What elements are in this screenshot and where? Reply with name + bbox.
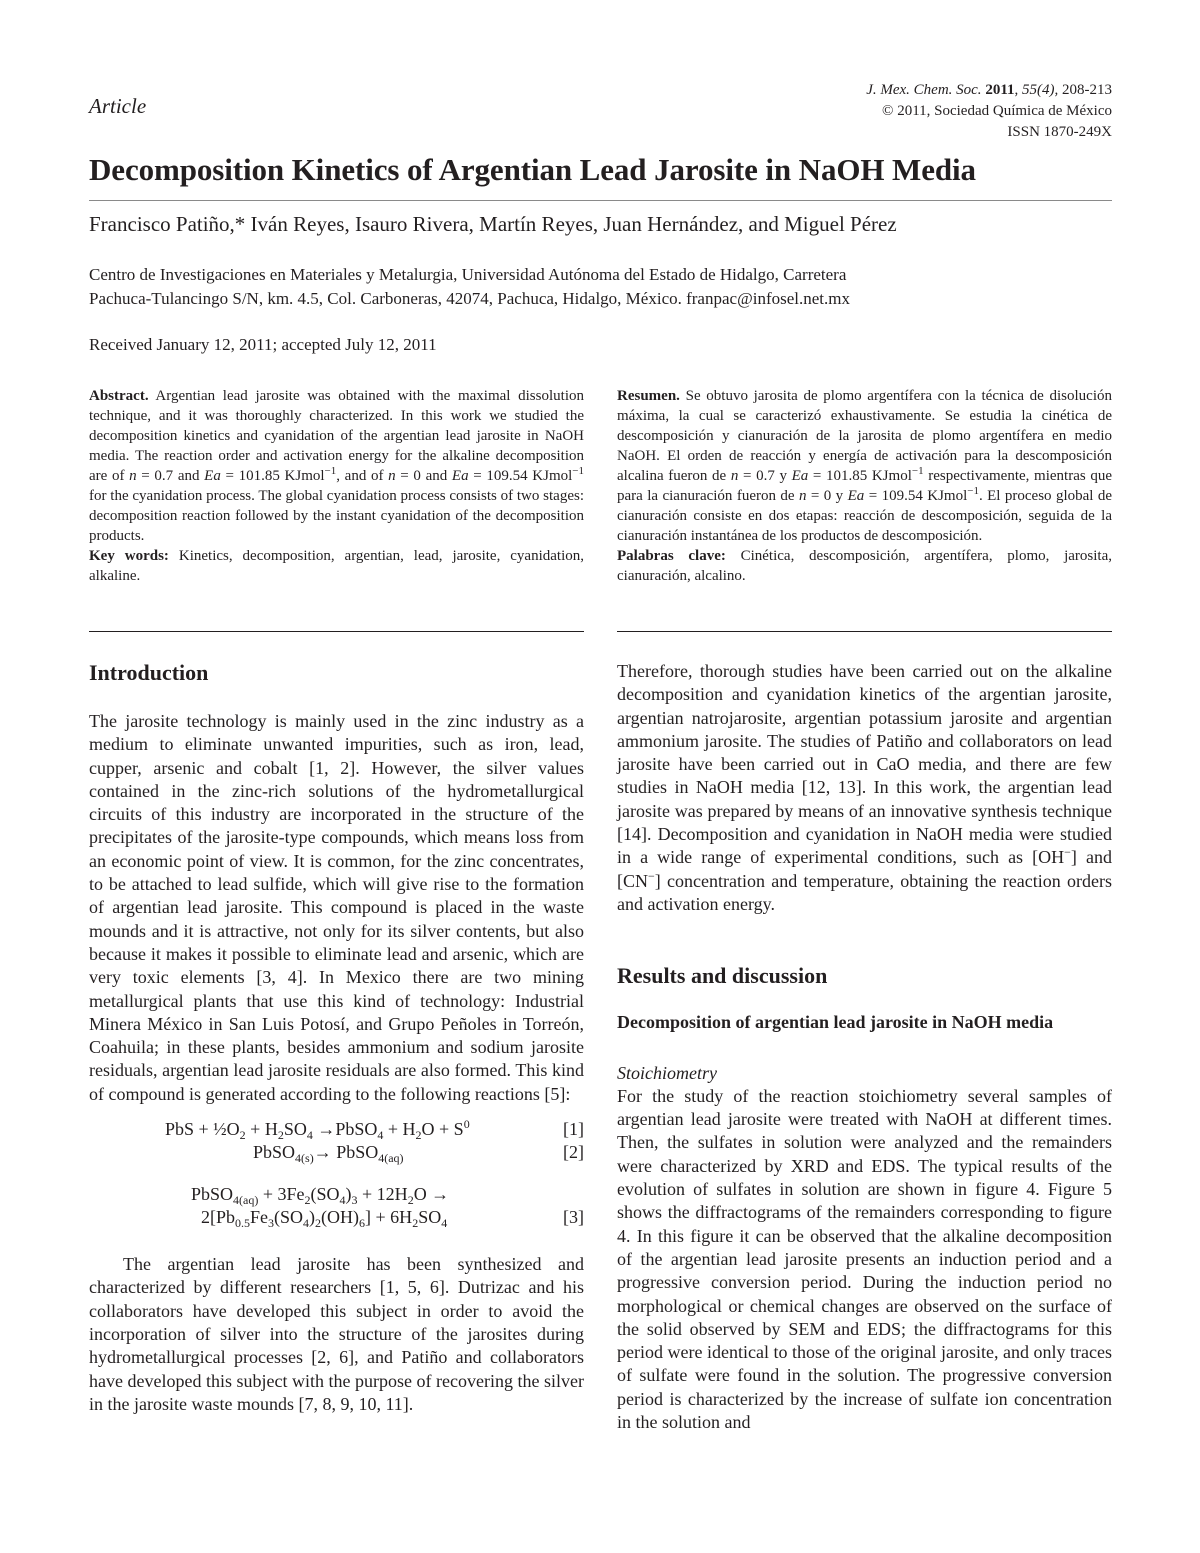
equation-3-line-1: [89, 1183, 584, 1206]
affiliation: [89, 263, 1119, 311]
abstract-divider-right: [617, 631, 1112, 632]
introduction-heading: Introduction: [89, 660, 209, 685]
intro-paragraph-2: The argentian lead jarosite has been synthesized and characterized by different researchers [1, 5, 6]. Dutrizac and his collaborators have developed this subject in order to avoid the incorporation of silver into the structure of the jarosites during hydrometallurgical processes [2, 6], and Patiño and collaborators have developed this subject with the purpose of recovering the silver in the jarosite waste mounds [7, 8, 9, 10, 11].: [89, 1254, 584, 1414]
equation-2: [89, 1141, 584, 1164]
affiliation-line-2: Pachuca-Tulancingo S/N, km. 4.5, Col. Carboneras, 42074, Pachuca, Hidalgo, México. franpac@infosel.net.mx: [89, 289, 850, 308]
equation-2-text: PbSO$_{4(s)}$→ PbSO$_{4(aq)}$: [253, 1142, 404, 1166]
equation-2-number: [2]: [563, 1142, 584, 1163]
journal-citation: J. Mex. Chem. Soc. 2011, 55(4), 208-213: [866, 82, 1112, 98]
abstract-divider-left: [89, 631, 584, 632]
abstract-text: Abstract. Argentian lead jarosite was obtained with the maximal dissolution technique, and it was thoroughly characterized. In this work we studied the decomposition kinetics and cyanidation of the argentian lead jarosite in NaOH media. The reaction order and activation energy for the alkaline decomposition are of n = 0.7 and Ea = 101.85 KJmol$^{-1}$, and of n = 0 and Ea = 109.54 KJmol$^{-1}$ for the cyanidation process. The global cyanidation process consists of two stages: decomposition reaction followed by the instant cyanidation of the decomposition products.: [89, 388, 584, 544]
decomposition-subheading: Decomposition of argentian lead jarosite in NaOH media: [617, 1012, 1054, 1033]
equation-1-number: [1]: [563, 1119, 584, 1140]
journal-pages: 208-213: [1062, 82, 1112, 98]
equation-3-line-2: [89, 1206, 584, 1229]
journal-year: 2011: [985, 82, 1015, 98]
abstract-english: [89, 386, 584, 586]
paper-title: Decomposition Kinetics of Argentian Lead Jarosite in NaOH Media: [89, 152, 976, 187]
results-paragraph-1: For the study of the reaction stoichiometry several samples of argentian lead jarosite were treated with NaOH at different times. Then, the sulfates in solution were analyzed and the remainders were characterized by XRD and EDS. The typical results of the evolution of sulfates in solution are shown in figure 4. Figure 5 shows the diffractograms of the remainders corresponding to figure 4. In this figure it can be observed that the alkaline decomposition of the argentian lead jarosite presents an induction period and a progressive conversion period. During the induction period no morphological or chemical changes are observed on the surface of the solid observed by SEM and EDS; the diffractograms for this period were identical to those of the original jarosite, and only traces of sulfate were found in the solution. The progressive conversion period is characterized by the increase of sulfate ion concentration in the solution and: [617, 1085, 1112, 1433]
journal-name: J. Mex. Chem. Soc.: [866, 82, 982, 98]
resumen-label: Resumen.: [617, 388, 680, 404]
abstract-spanish: [617, 386, 1112, 586]
received-dates: Received January 12, 2011; accepted July 12, 2011: [89, 335, 437, 354]
intro-paragraph-1: The jarosite technology is mainly used in the zinc industry as a medium to eliminate unwanted impurities, such as iron, lead, cupper, arsenic and cobalt [1, 2]. However, the silver values contained in the zinc-rich solutions of the hydrometallurgical circuits of this industry are incorporated in the structure of the precipitates of the jarosite-type compounds, which means loss from an economic point of view. It is common, for the zinc concentrates, to be attached to lead sulfide, which will give rise to the formation of argentian lead jarosite. This compound is placed in the waste mounds and it is attractive, not only for its silver contents, but also because it makes it possible to eliminate lead and arsenic, which are very toxic elements [3, 4]. In Mexico there are two mining metallurgical plants that use this kind of technology: Industrial Minera México in San Luis Potosí, and Grupo Peñoles in Torreón, Coahuila; in these plants, besides ammonium and sodium jarosite residuals, argentian lead jarosite residuals are also formed. This kind of compound is generated according to the following reactions [5]:: [89, 711, 584, 1104]
results-heading: Results and discussion: [617, 963, 828, 989]
keywords: Key words: Kinetics, decomposition, argentian, lead, jarosite, cyanidation, alkaline.: [89, 548, 585, 584]
authors: Francisco Patiño,* Iván Reyes, Isauro Rivera, Martín Reyes, Juan Hernández, and Miguel Pérez: [89, 212, 897, 236]
palabras-clave-label: Palabras clave:: [617, 548, 726, 564]
journal-volume: 55(4),: [1022, 82, 1059, 98]
equation-1: [89, 1118, 584, 1141]
abstract-label: Abstract.: [89, 388, 149, 404]
issn: ISSN 1870-249X: [1007, 124, 1112, 140]
stoichiometry-heading: Stoichiometry: [617, 1062, 717, 1083]
equation-3-text-2: $2[Pb_{0.5}Fe_3(SO_4)_2(OH)_6] + 6H_2SO_4$: [201, 1207, 448, 1231]
affiliation-line-1: Centro de Investigaciones en Materiales y Metalurgia, Universidad Autónoma del Estado de Hidalgo, Carretera: [89, 265, 847, 284]
resumen-text: Resumen. Se obtuvo jarosita de plomo argentífera con la técnica de disolución máxima, la cual se caracterizó exhaustivamente. Se estudia la cinética de descomposición y cianuración de la jarosita de plomo argentífera en medio NaOH. El orden de reacción y energía de activación para la descomposición alcalina fueron de n = 0.7 y Ea = 101.85 KJmol$^{-1}$ respectivamente, mientras que para la cianuración fueron de n = 0 y Ea = 109.54 KJmol$^{-1}$. El proceso global de cianuración consiste en dos etapas: reacción de descomposición, seguida de la cianuración instantánea de los productos de descomposición.: [617, 388, 1113, 544]
intro-paragraph-3: Therefore, thorough studies have been carried out on the alkaline decomposition and cyanidation kinetics of the argentian jarosite, argentian natrojarosite, argentian potassium jarosite and argentian ammonium jarosite. The studies of Patiño and collaborators on lead jarosite have been carried out in CaO media, and there are few studies in NaOH media [12, 13]. In this work, the argentian lead jarosite was prepared by means of an innovative synthesis technique [14]. Decomposition and cyanidation in NaOH media were studied in a wide range of experimental conditions, such as [OH−] and [CN−] concentration and temperature, obtaining the reaction orders and activation energy.: [617, 661, 1112, 914]
title-divider: [89, 200, 1112, 201]
equation-3-number: [3]: [563, 1207, 584, 1228]
journal-info: [866, 80, 1112, 143]
palabras-clave: Palabras clave: Cinética, descomposición, argentífera, plomo, jarosita, cianuración, alcalino.: [617, 548, 1113, 584]
body-column-left: [89, 660, 584, 1416]
equation-3-text-1: PbSO$_{4(aq)}$ + $3Fe_2(SO_4)_3 + 12H_2O$ →: [191, 1184, 450, 1208]
keywords-label: Key words:: [89, 548, 169, 564]
article-type-label: Article: [89, 94, 147, 118]
body-column-right: [617, 660, 1112, 1434]
copyright: © 2011, Sociedad Química de México: [882, 103, 1112, 119]
equation-1-text: PbS + $\frac{1}{2}O_2 + H_2SO_4$ →PbSO$_4$ + $H_2O + S^0$: [165, 1117, 470, 1143]
